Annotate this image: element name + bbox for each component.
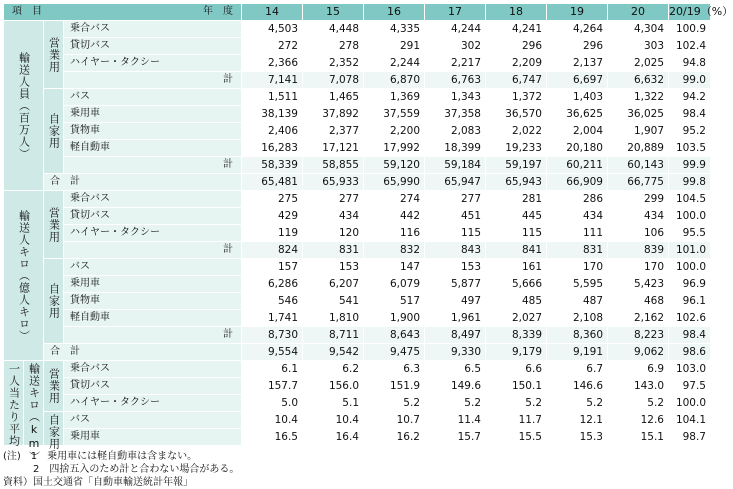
data-cell: 59,120 (364, 157, 425, 174)
data-cell: 65,943 (486, 174, 547, 191)
header-row (4, 4, 711, 21)
group-label: 自家用 (44, 89, 64, 174)
data-cell: 2,352 (303, 55, 364, 72)
section-title: 輸送人キロ（億人キロ） (4, 191, 44, 361)
data-cell: 6,207 (303, 276, 364, 293)
data-cell: 442 (364, 208, 425, 225)
data-cell: 278 (303, 38, 364, 55)
data-cell: 296 (547, 38, 608, 55)
data-cell: 4,244 (425, 21, 486, 38)
data-cell: 60,211 (547, 157, 608, 174)
table-row (4, 225, 711, 242)
data-cell: 6.2 (303, 361, 364, 378)
table-row (4, 259, 711, 276)
table-container (3, 3, 733, 489)
data-cell: 831 (547, 242, 608, 259)
data-cell: 824 (242, 242, 303, 259)
data-cell: 9,062 (608, 344, 669, 361)
row-label: ハイヤー・タクシー (64, 225, 242, 242)
data-cell: 2,209 (486, 55, 547, 72)
data-cell: 16.5 (242, 429, 303, 446)
row-label: バス (64, 89, 242, 106)
data-cell: 153 (303, 259, 364, 276)
row-label: 貸切バス (64, 38, 242, 55)
data-cell: 20,889 (608, 140, 669, 157)
data-cell: 291 (364, 38, 425, 55)
data-cell: 65,990 (364, 174, 425, 191)
data-cell: 95.5 (669, 225, 711, 242)
data-cell: 11.7 (486, 412, 547, 429)
source-note: 資料）国土交通省「自動車輸送統計年報」 (3, 477, 193, 488)
data-cell: 97.5 (669, 378, 711, 395)
data-cell: 115 (486, 225, 547, 242)
data-cell: 281 (486, 191, 547, 208)
table-row (4, 123, 711, 140)
data-cell: 146.6 (547, 378, 608, 395)
data-cell: 497 (425, 293, 486, 310)
total-label: 合 計 (44, 344, 242, 361)
data-cell: 1,343 (425, 89, 486, 106)
total-row (4, 344, 711, 361)
header-year-2: 16 (364, 4, 425, 21)
data-cell: 517 (364, 293, 425, 310)
data-cell: 1,403 (547, 89, 608, 106)
data-cell: 5.2 (608, 395, 669, 412)
data-cell: 841 (486, 242, 547, 259)
data-cell: 59,184 (425, 157, 486, 174)
data-cell: 6,632 (608, 72, 669, 89)
data-cell: 5,595 (547, 276, 608, 293)
data-cell: 149.6 (425, 378, 486, 395)
data-cell: 5.2 (486, 395, 547, 412)
data-cell: 161 (486, 259, 547, 276)
data-cell: 36,570 (486, 106, 547, 123)
data-cell: 98.4 (669, 106, 711, 123)
row-label: 乗用車 (64, 106, 242, 123)
data-cell: 66,775 (608, 174, 669, 191)
data-cell: 6.5 (425, 361, 486, 378)
data-cell: 9,330 (425, 344, 486, 361)
data-cell: 15.3 (547, 429, 608, 446)
data-cell: 445 (486, 208, 547, 225)
data-cell: 37,358 (425, 106, 486, 123)
data-cell: 16.4 (303, 429, 364, 446)
row-label: 軽自動車 (64, 310, 242, 327)
data-cell: 7,141 (242, 72, 303, 89)
data-cell: 2,027 (486, 310, 547, 327)
data-cell: 5.2 (425, 395, 486, 412)
data-cell: 98.7 (669, 429, 711, 446)
table-row (4, 157, 711, 174)
data-cell: 36,025 (608, 106, 669, 123)
data-cell: 96.1 (669, 293, 711, 310)
row-label: ハイヤー・タクシー (64, 395, 242, 412)
row-label: 軽自動車 (64, 140, 242, 157)
data-cell: 6,079 (364, 276, 425, 293)
group-label: 自家用 (44, 259, 64, 344)
data-cell: 12.1 (547, 412, 608, 429)
data-cell: 156.0 (303, 378, 364, 395)
data-cell: 275 (242, 191, 303, 208)
data-cell: 147 (364, 259, 425, 276)
row-label: 貨物車 (64, 123, 242, 140)
data-cell: 6.6 (486, 361, 547, 378)
data-cell: 1,372 (486, 89, 547, 106)
data-cell: 103.5 (669, 140, 711, 157)
data-cell: 99.9 (669, 157, 711, 174)
data-cell: 58,339 (242, 157, 303, 174)
row-label: 貨物車 (64, 293, 242, 310)
data-cell: 2,406 (242, 123, 303, 140)
data-cell: 487 (547, 293, 608, 310)
data-cell: 2,025 (608, 55, 669, 72)
data-cell: 839 (608, 242, 669, 259)
table-row (4, 208, 711, 225)
data-cell: 111 (547, 225, 608, 242)
data-cell: 6.1 (242, 361, 303, 378)
data-cell: 4,304 (608, 21, 669, 38)
table-row (4, 89, 711, 106)
data-cell: 100.0 (669, 395, 711, 412)
data-cell: 11.4 (425, 412, 486, 429)
group-label: 自家用 (44, 412, 64, 446)
data-cell: 1,810 (303, 310, 364, 327)
data-cell: 546 (242, 293, 303, 310)
data-cell: 36,625 (547, 106, 608, 123)
data-cell: 6,747 (486, 72, 547, 89)
data-cell: 65,947 (425, 174, 486, 191)
data-cell: 16.2 (364, 429, 425, 446)
data-cell: 119 (242, 225, 303, 242)
row-label: ハイヤー・タクシー (64, 55, 242, 72)
data-cell: 2,200 (364, 123, 425, 140)
data-cell: 303 (608, 38, 669, 55)
data-cell: 2,004 (547, 123, 608, 140)
data-cell: 2,244 (364, 55, 425, 72)
data-cell: 58,855 (303, 157, 364, 174)
row-label: 計 (64, 72, 242, 89)
data-cell: 1,961 (425, 310, 486, 327)
header-year-label: 年 度 (203, 6, 233, 17)
data-cell: 102.6 (669, 310, 711, 327)
data-cell: 2,022 (486, 123, 547, 140)
total-label: 合 計 (44, 174, 242, 191)
data-cell: 8,643 (364, 327, 425, 344)
data-cell: 20,180 (547, 140, 608, 157)
data-cell: 468 (608, 293, 669, 310)
data-cell: 10.4 (242, 412, 303, 429)
group-label: 営業用 (44, 191, 64, 259)
data-cell: 8,223 (608, 327, 669, 344)
data-cell: 10.7 (364, 412, 425, 429)
data-cell: 96.9 (669, 276, 711, 293)
data-cell: 94.2 (669, 89, 711, 106)
data-cell: 100.0 (669, 259, 711, 276)
data-cell: 17,121 (303, 140, 364, 157)
data-cell: 37,892 (303, 106, 364, 123)
data-cell: 1,741 (242, 310, 303, 327)
header-year-3: 17 (425, 4, 486, 21)
table-row (4, 242, 711, 259)
data-cell: 151.9 (364, 378, 425, 395)
table-row (4, 378, 711, 395)
data-cell: 541 (303, 293, 364, 310)
data-cell: 296 (486, 38, 547, 55)
data-cell: 150.1 (486, 378, 547, 395)
data-cell: 2,083 (425, 123, 486, 140)
table-row (4, 140, 711, 157)
data-cell: 6,286 (242, 276, 303, 293)
data-cell: 832 (364, 242, 425, 259)
data-cell: 153 (425, 259, 486, 276)
header-corner (4, 4, 242, 21)
data-cell: 1,369 (364, 89, 425, 106)
data-cell: 66,909 (547, 174, 608, 191)
data-cell: 4,241 (486, 21, 547, 38)
table-row (4, 191, 711, 208)
table-row (4, 429, 711, 446)
data-cell: 98.6 (669, 344, 711, 361)
table-row (4, 310, 711, 327)
data-cell: 2,137 (547, 55, 608, 72)
data-cell: 18,399 (425, 140, 486, 157)
data-cell: 2,217 (425, 55, 486, 72)
data-cell: 5.2 (364, 395, 425, 412)
data-cell: 17,992 (364, 140, 425, 157)
row-label: 乗合バス (64, 21, 242, 38)
data-cell: 157.7 (242, 378, 303, 395)
data-cell: 106 (608, 225, 669, 242)
data-cell: 8,730 (242, 327, 303, 344)
table-row (4, 327, 711, 344)
row-label: 貸切バス (64, 208, 242, 225)
row-label: バス (64, 259, 242, 276)
data-cell: 299 (608, 191, 669, 208)
row-label: 乗合バス (64, 191, 242, 208)
data-cell: 9,475 (364, 344, 425, 361)
data-cell: 434 (303, 208, 364, 225)
data-cell: 485 (486, 293, 547, 310)
section-title: 輸送人員（百万人） (4, 21, 44, 191)
data-cell: 99.8 (669, 174, 711, 191)
note-2: 2 四捨五入のため計と合わない場合がある。 (3, 464, 240, 475)
data-cell: 9,191 (547, 344, 608, 361)
data-cell: 5.2 (547, 395, 608, 412)
data-cell: 277 (425, 191, 486, 208)
data-cell: 8,497 (425, 327, 486, 344)
header-year-7: 20/19（%） (669, 4, 711, 21)
data-cell: 6,763 (425, 72, 486, 89)
row-label: 計 (64, 157, 242, 174)
data-cell: 429 (242, 208, 303, 225)
data-cell: 102.4 (669, 38, 711, 55)
data-cell: 831 (303, 242, 364, 259)
data-cell: 170 (547, 259, 608, 276)
data-cell: 1,511 (242, 89, 303, 106)
data-cell: 12.6 (608, 412, 669, 429)
data-cell: 6.7 (547, 361, 608, 378)
data-cell: 8,711 (303, 327, 364, 344)
data-cell: 8,339 (486, 327, 547, 344)
data-cell: 286 (547, 191, 608, 208)
data-cell: 2,377 (303, 123, 364, 140)
table-row (4, 21, 711, 38)
data-cell: 120 (303, 225, 364, 242)
table-row (4, 293, 711, 310)
header-year-1: 15 (303, 4, 364, 21)
row-label: 計 (64, 242, 242, 259)
data-cell: 100.0 (669, 208, 711, 225)
data-cell: 7,078 (303, 72, 364, 89)
table-row (4, 106, 711, 123)
header-year-0: 14 (242, 4, 303, 21)
data-cell: 9,179 (486, 344, 547, 361)
data-cell: 15.7 (425, 429, 486, 446)
data-cell: 6,870 (364, 72, 425, 89)
row-label: 乗合バス (64, 361, 242, 378)
data-cell: 1,900 (364, 310, 425, 327)
header-year-6: 20 (608, 4, 669, 21)
data-cell: 157 (242, 259, 303, 276)
data-cell: 8,360 (547, 327, 608, 344)
table-row (4, 38, 711, 55)
data-cell: 59,197 (486, 157, 547, 174)
data-cell: 2,366 (242, 55, 303, 72)
data-cell: 99.0 (669, 72, 711, 89)
data-cell: 272 (242, 38, 303, 55)
data-cell: 434 (608, 208, 669, 225)
table-row (4, 276, 711, 293)
header-year-4: 18 (486, 4, 547, 21)
row-label: バス (64, 412, 242, 429)
table-row (4, 72, 711, 89)
table-row (4, 361, 711, 378)
data-cell: 434 (547, 208, 608, 225)
data-cell: 4,503 (242, 21, 303, 38)
data-cell: 98.4 (669, 327, 711, 344)
data-cell: 101.0 (669, 242, 711, 259)
row-label: 乗用車 (64, 276, 242, 293)
data-cell: 19,233 (486, 140, 547, 157)
data-cell: 4,264 (547, 21, 608, 38)
group-label: 営業用 (44, 21, 64, 89)
group-label: 営業用 (44, 361, 64, 412)
data-cell: 5.0 (242, 395, 303, 412)
row-label: 貸切バス (64, 378, 242, 395)
section-title-inner: 輸送キロ（km） (24, 361, 44, 446)
table-row (4, 55, 711, 72)
data-cell: 104.1 (669, 412, 711, 429)
data-cell: 115 (425, 225, 486, 242)
data-cell: 4,335 (364, 21, 425, 38)
data-cell: 10.4 (303, 412, 364, 429)
data-cell: 274 (364, 191, 425, 208)
data-cell: 60,143 (608, 157, 669, 174)
row-label: 乗用車 (64, 429, 242, 446)
data-cell: 16,283 (242, 140, 303, 157)
data-cell: 5,423 (608, 276, 669, 293)
data-cell: 143.0 (608, 378, 669, 395)
data-cell: 37,559 (364, 106, 425, 123)
data-cell: 4,448 (303, 21, 364, 38)
data-cell: 6,697 (547, 72, 608, 89)
data-cell: 38,139 (242, 106, 303, 123)
data-cell: 5,877 (425, 276, 486, 293)
data-cell: 843 (425, 242, 486, 259)
data-cell: 65,933 (303, 174, 364, 191)
header-year-5: 19 (547, 4, 608, 21)
section-title-outer: 一人当たり平均 (4, 361, 24, 446)
data-cell: 5.1 (303, 395, 364, 412)
data-cell: 65,481 (242, 174, 303, 191)
data-cell: 6.3 (364, 361, 425, 378)
data-cell: 2,162 (608, 310, 669, 327)
data-cell: 15.1 (608, 429, 669, 446)
total-row (4, 174, 711, 191)
data-cell: 1,907 (608, 123, 669, 140)
data-cell: 95.2 (669, 123, 711, 140)
data-cell: 103.0 (669, 361, 711, 378)
data-cell: 116 (364, 225, 425, 242)
notes (3, 450, 710, 489)
data-cell: 277 (303, 191, 364, 208)
data-cell: 5,666 (486, 276, 547, 293)
data-cell: 302 (425, 38, 486, 55)
data-cell: 2,108 (547, 310, 608, 327)
data-cell: 1,322 (608, 89, 669, 106)
row-label: 計 (64, 327, 242, 344)
note-1: (注) 1 乗用車には軽自動車は含まない。 (3, 451, 198, 462)
data-cell: 6.9 (608, 361, 669, 378)
data-cell: 1,465 (303, 89, 364, 106)
table-row (4, 395, 711, 412)
data-cell: 451 (425, 208, 486, 225)
data-cell: 104.5 (669, 191, 711, 208)
data-cell: 170 (608, 259, 669, 276)
header-item-label: 項 目 (12, 6, 42, 17)
data-cell: 9,554 (242, 344, 303, 361)
data-cell: 9,542 (303, 344, 364, 361)
table-row (4, 412, 711, 429)
data-cell: 94.8 (669, 55, 711, 72)
data-cell: 100.9 (669, 21, 711, 38)
data-cell: 15.5 (486, 429, 547, 446)
